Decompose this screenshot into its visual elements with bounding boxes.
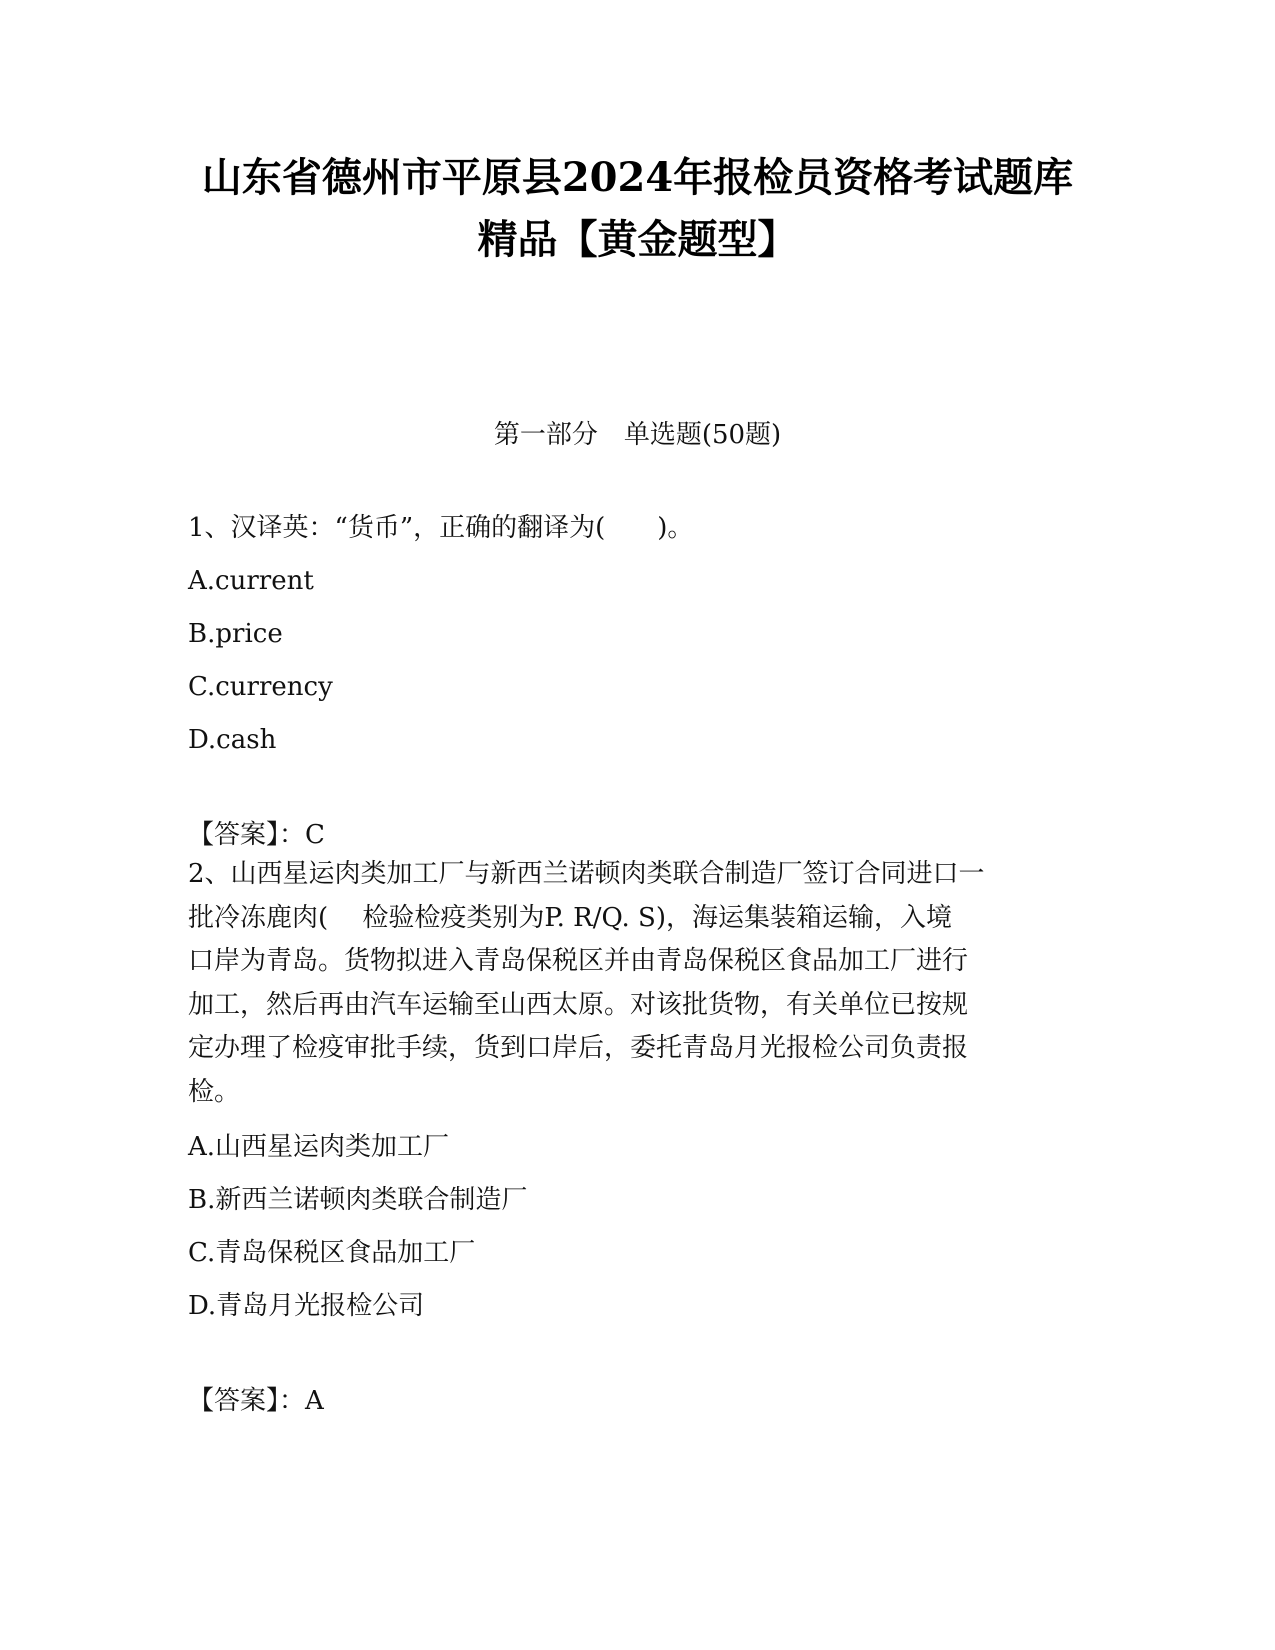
question-1-option-d: D.cash	[188, 725, 277, 755]
question-1-option-c: C.currency	[188, 672, 333, 702]
question-2-option-b: B.新西兰诺顿肉类联合制造厂	[188, 1185, 528, 1215]
section-heading: 第一部分 单选题(50题)	[493, 420, 782, 450]
question-1-option-a: A.current	[188, 566, 314, 596]
document-title-line-1: 山东省德州市平原县2024年报检员资格考试题库	[201, 154, 1074, 201]
question-2-stem-line: 检。	[188, 1076, 241, 1107]
question-2-option-a: A.山西星运肉类加工厂	[188, 1132, 450, 1162]
question-2-option-c: C.青岛保税区食品加工厂	[188, 1238, 476, 1268]
document-title-line-2: 精品【黄金题型】	[477, 216, 798, 263]
question-1-answer: 【答案】：C	[188, 820, 325, 850]
question-2-stem-line: 加工，然后再由汽车运输至山西太原。对该批货物，有关单位已按规	[188, 989, 969, 1020]
question-2-stem-line: 口岸为青岛。货物拟进入青岛保税区并由青岛保税区食品加工厂进行	[188, 946, 969, 976]
question-1-stem: 1、汉译英：“货币”，正确的翻译为( )。	[188, 513, 694, 543]
question-2-stem-line: 2、山西星运肉类加工厂与新西兰诺顿肉类联合制造厂签订合同进口一	[188, 859, 985, 889]
question-2-answer: 【答案】：A	[188, 1386, 324, 1416]
question-2-stem-line: 批冷冻鹿肉( 检验检疫类别为P. R/Q. S)，海运集装箱运输，入境	[188, 902, 953, 933]
question-2-option-d: D.青岛月光报检公司	[188, 1291, 425, 1321]
question-2-stem-line: 定办理了检疫审批手续，货到口岸后，委托青岛月光报检公司负责报	[188, 1033, 969, 1063]
question-2-stem	[188, 853, 1088, 1114]
question-1-option-b: B.price	[188, 619, 283, 649]
